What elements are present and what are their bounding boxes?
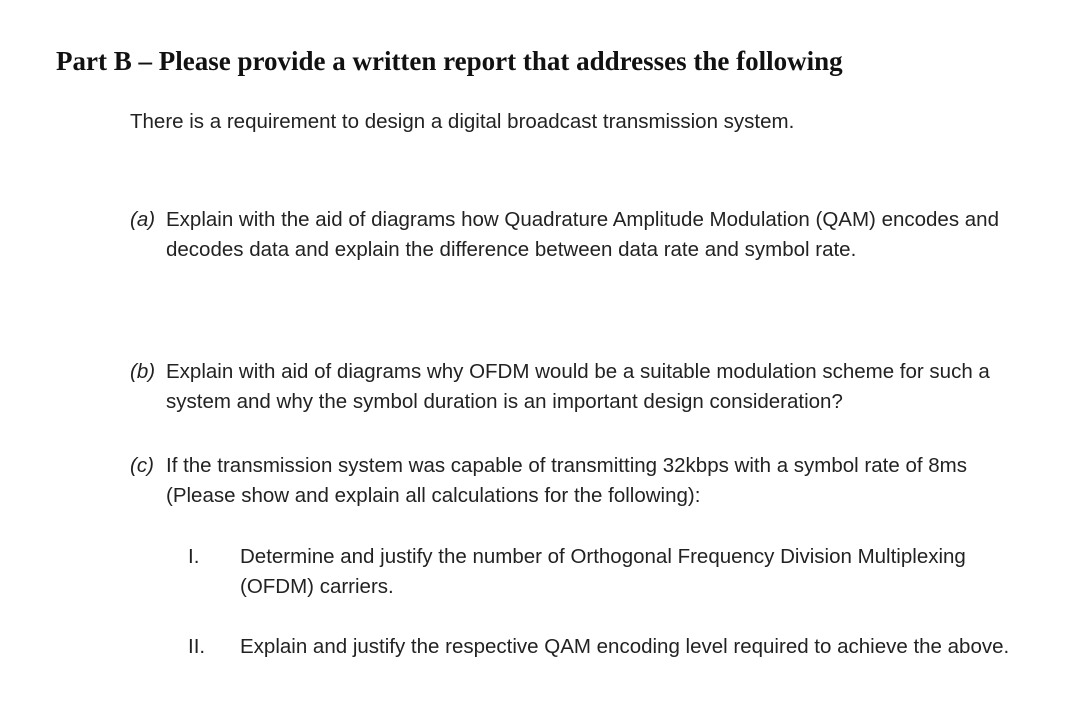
question-a-text: Explain with the aid of diagrams how Quadrature Amplitude Modulation (QAM) encodes and decodes data and explain the difference between data rate and symbol rate. — [166, 208, 999, 261]
intro-paragraph: There is a requirement to design a digital broadcast transmission system. — [130, 110, 795, 133]
question-b-text: Explain with aid of diagrams why OFDM would be a suitable modulation scheme for such a system and why the symbol duration is an important design consideration? — [166, 360, 990, 413]
subquestion-1 — [188, 542, 1028, 602]
subquestion-1-text: Determine and justify the number of Orthogonal Frequency Division Multiplexing (OFDM) carriers. — [240, 545, 966, 598]
question-c-marker: (c) — [130, 454, 154, 477]
part-heading: Part B – Please provide a written report that addresses the following — [56, 46, 843, 76]
subquestion-2-marker: II. — [188, 635, 206, 658]
subquestion-1-marker: I. — [188, 545, 200, 568]
subquestion-2-text: Explain and justify the respective QAM encoding level required to achieve the above. — [240, 635, 1010, 658]
question-b-marker: (b) — [130, 360, 156, 383]
subquestion-2 — [188, 632, 1028, 662]
question-b — [130, 357, 1030, 417]
question-a-marker: (a) — [130, 208, 156, 231]
question-a — [130, 205, 1030, 265]
question-c — [130, 451, 1030, 511]
question-c-text: If the transmission system was capable of transmitting 32kbps with a symbol rate of 8ms (Please show and explain all calculations for the following): — [166, 454, 967, 507]
